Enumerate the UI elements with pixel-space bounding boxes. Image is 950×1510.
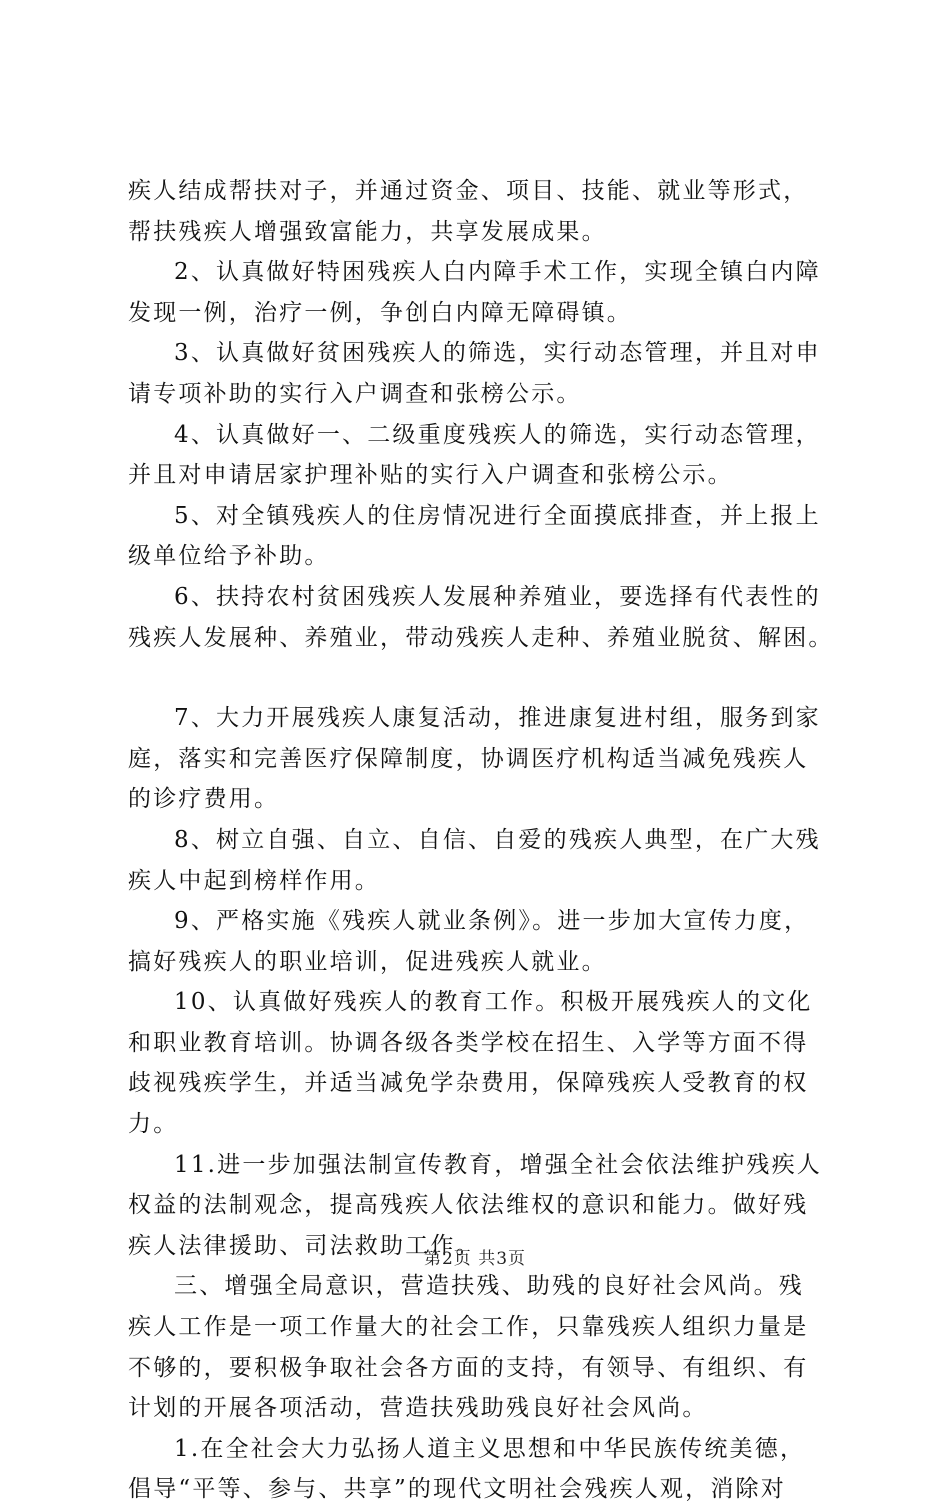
text-line: 发现一例，治疗一例，争创白内障无障碍镇。 [128,299,632,326]
text-line: 力。 [128,1111,179,1138]
text-line: 1.在全社会大力弘扬人道主义思想和中华民族传统美德， [174,1435,806,1462]
paragraph-gap [128,658,848,698]
text-line: 疾人中起到榜样作用。 [128,867,380,894]
text-line: 6、扶持农村贫困残疾人发展种养殖业，要选择有代表性的 [174,583,821,610]
text-line: 9、严格实施《残疾人就业条例》。进一步加大宣传力度， [174,908,810,935]
text-line: 帮扶残疾人增强致富能力，共享发展成果。 [128,218,607,245]
text-line: 庭，落实和完善医疗保障制度，协调医疗机构适当减免残疾人 [128,745,809,772]
text-line: 3、认真做好贫困残疾人的筛选，实行动态管理，并且对申 [174,340,821,367]
text-line: 和职业教育培训。协调各级各类学校在招生、入学等方面不得 [128,1029,809,1056]
text-line: 计划的开展各项活动，营造扶残助残良好社会风尚。 [128,1395,708,1422]
text-line: 疾人法律援助、司法救助工作。 [128,1232,481,1259]
text-line: 搞好残疾人的职业培训，促进残疾人就业。 [128,948,607,975]
text-line: 5、对全镇残疾人的住房情况进行全面摸底排查，并上报上 [174,502,821,529]
text-line: 疾人工作是一项工作量大的社会工作，只靠残疾人组织力量是 [128,1314,809,1341]
text-line: 歧视残疾学生，并适当减免学杂费用，保障残疾人受教育的权 [128,1070,809,1097]
text-line: 11.进一步加强法制宣传教育，增强全社会依法维护残疾人 [174,1151,822,1178]
document-body [128,171,848,1510]
text-line: 2、认真做好特困残疾人白内障手术工作，实现全镇白内障 [174,259,821,286]
text-line: 疾人结成帮扶对子，并通过资金、项目、技能、就业等形式， [128,178,809,204]
text-line: 4、认真做好一、二级重度残疾人的筛选，实行动态管理， [174,421,821,448]
text-line: 残疾人发展种、养殖业，带动残疾人走种、养殖业脱贫、解困。 [128,624,834,651]
text-line: 权益的法制观念，提高残疾人依法维权的意识和能力。做好残 [128,1192,809,1219]
page-footer: 第2页 共3页 [423,1249,527,1269]
text-line: 级单位给予补助。 [128,543,330,570]
text-line: 不够的，要积极争取社会各方面的支持，有领导、有组织、有 [128,1354,809,1381]
text-line: 三、增强全局意识，营造扶残、助残的良好社会风尚。残 [174,1273,804,1300]
text-line: 并且对申请居家护理补贴的实行入户调查和张榜公示。 [128,462,733,489]
text-line: 10、认真做好残疾人的教育工作。积极开展残疾人的文化 [174,989,813,1016]
text-line: 倡导“平等、参与、共享”的现代文明社会残疾人观，消除对 [128,1476,786,1503]
text-line: 的诊疗费用。 [128,786,280,813]
text-line: 请专项补助的实行入户调查和张榜公示。 [128,380,582,407]
text-line: 7、大力开展残疾人康复活动，推进康复进村组，服务到家 [174,705,821,732]
text-line: 8、树立自强、自立、自信、自爱的残疾人典型，在广大残 [174,826,821,853]
